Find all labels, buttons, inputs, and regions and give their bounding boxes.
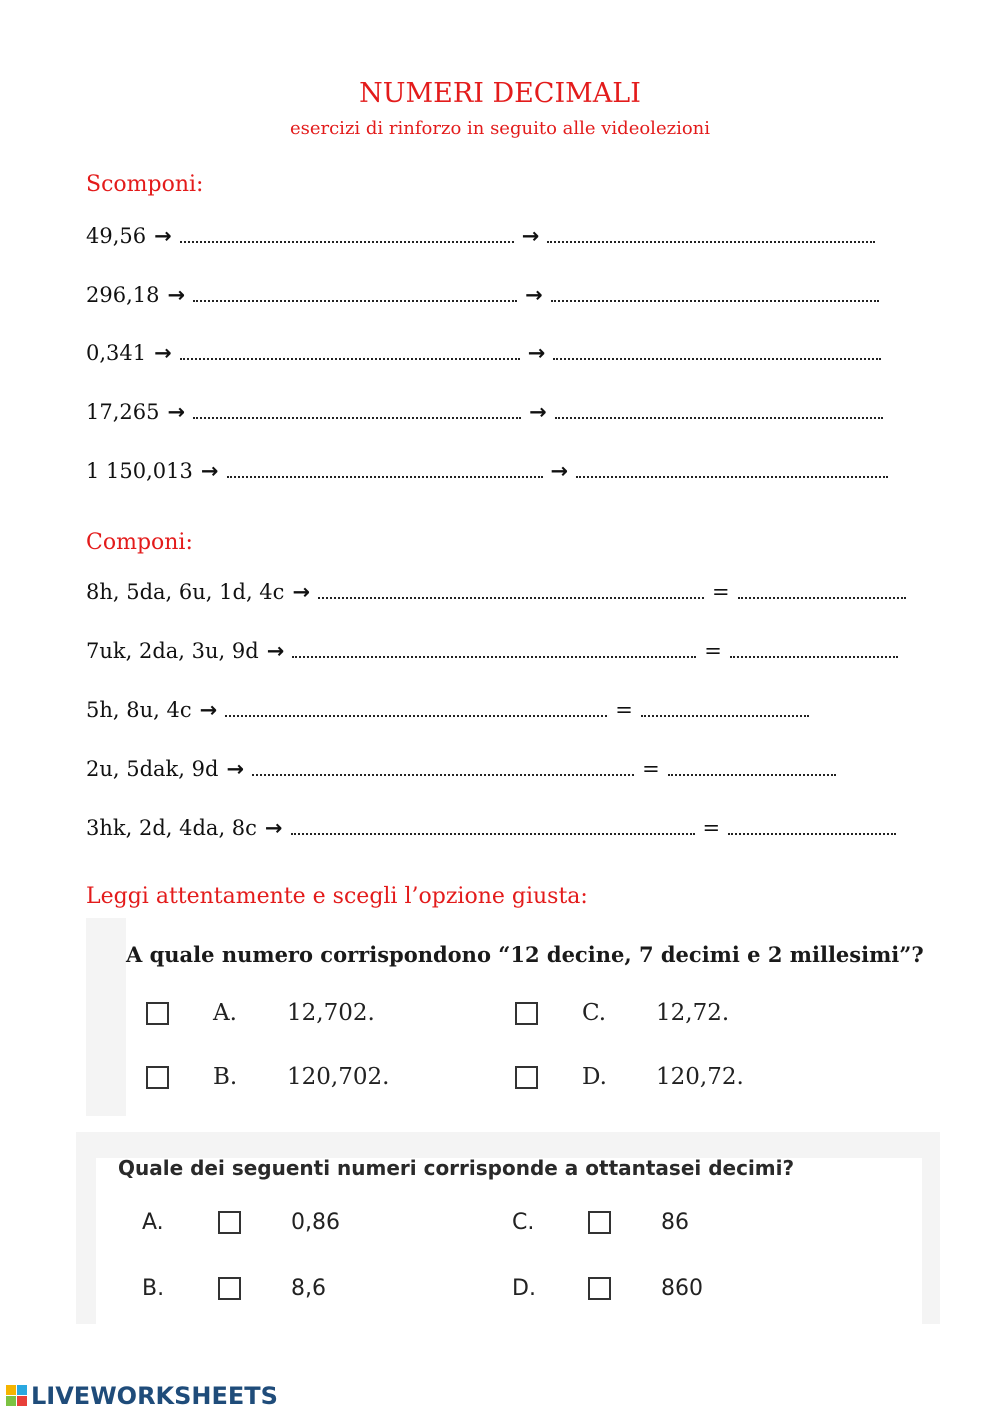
option-b[interactable] — [146, 1064, 389, 1090]
arrow-icon: → — [167, 400, 186, 424]
option-value: 0,86 — [291, 1210, 340, 1235]
equals-sign: = — [702, 816, 721, 840]
answer-blank[interactable] — [738, 594, 906, 599]
arrow-icon: → — [264, 816, 283, 840]
scomponi-row — [86, 335, 881, 365]
checkbox[interactable] — [588, 1211, 611, 1234]
componi-units: 7uk, 2da, 3u, 9d — [86, 639, 259, 663]
option-letter: D. — [582, 1064, 607, 1090]
answer-blank[interactable] — [547, 238, 875, 243]
page-title: NUMERI DECIMALI — [359, 78, 641, 109]
option-letter: B. — [213, 1064, 238, 1090]
option-letter: B. — [142, 1276, 165, 1301]
question-1-text: A quale numero corrispondono “12 decine, 7 decimi e 2 millesimi”? — [126, 942, 924, 967]
answer-blank[interactable] — [668, 771, 836, 776]
equals-sign: = — [642, 757, 660, 781]
option-value: 120,72. — [656, 1064, 744, 1090]
option-c[interactable] — [515, 1000, 729, 1026]
scomponi-number: 17,265 — [86, 400, 160, 424]
answer-blank[interactable] — [730, 653, 898, 658]
scegli-heading: Leggi attentamente e scegli l’opzione giusta: — [86, 884, 588, 909]
option-letter: C. — [582, 1000, 607, 1026]
liveworksheets-logo-icon — [6, 1385, 28, 1407]
question-card-1 — [86, 918, 924, 1116]
arrow-icon: → — [199, 698, 218, 722]
answer-blank[interactable] — [318, 594, 704, 599]
arrow-icon: → — [292, 580, 311, 604]
question-card-2 — [76, 1132, 940, 1324]
answer-blank[interactable] — [180, 355, 520, 360]
scomponi-number: 0,341 — [86, 341, 147, 365]
checkbox[interactable] — [588, 1277, 611, 1300]
answer-blank[interactable] — [193, 414, 521, 419]
answer-blank[interactable] — [225, 712, 607, 717]
option-value: 8,6 — [291, 1276, 326, 1301]
option-letter: C. — [512, 1210, 535, 1235]
answer-blank[interactable] — [193, 297, 517, 302]
componi-row — [86, 692, 809, 722]
arrow-icon: → — [550, 459, 569, 483]
answer-blank[interactable] — [551, 297, 879, 302]
arrow-icon: → — [154, 341, 172, 365]
option-d[interactable] — [512, 1276, 703, 1301]
arrow-icon: → — [525, 283, 543, 307]
checkbox[interactable] — [146, 1066, 169, 1089]
scomponi-number: 49,56 — [86, 224, 147, 248]
componi-units: 3hk, 2d, 4da, 8c — [86, 816, 257, 840]
arrow-icon: → — [167, 283, 186, 307]
liveworksheets-brand[interactable] — [6, 1382, 278, 1410]
checkbox[interactable] — [515, 1002, 538, 1025]
scomponi-number: 1 150,013 — [86, 459, 193, 483]
answer-blank[interactable] — [576, 473, 888, 478]
scomponi-row — [86, 453, 888, 483]
brand-name: LIVEWORKSHEETS — [31, 1382, 278, 1410]
option-letter: D. — [512, 1276, 536, 1301]
option-value: 12,72. — [656, 1000, 730, 1026]
option-value: 86 — [661, 1210, 689, 1235]
answer-blank[interactable] — [180, 238, 514, 243]
answer-blank[interactable] — [553, 355, 881, 360]
checkbox[interactable] — [218, 1211, 241, 1234]
answer-blank[interactable] — [292, 653, 696, 658]
scomponi-row — [86, 394, 883, 424]
option-c[interactable] — [512, 1210, 689, 1235]
option-d[interactable] — [515, 1064, 744, 1090]
componi-row — [86, 810, 896, 840]
componi-row — [86, 574, 906, 604]
arrow-icon: → — [529, 400, 547, 424]
answer-blank[interactable] — [555, 414, 883, 419]
componi-units: 2u, 5dak, 9d — [86, 757, 219, 781]
arrow-icon: → — [521, 224, 540, 248]
option-a[interactable] — [142, 1210, 340, 1235]
answer-blank[interactable] — [641, 712, 809, 717]
option-letter: A. — [142, 1210, 164, 1235]
componi-row — [86, 751, 836, 781]
equals-sign: = — [712, 580, 730, 604]
option-letter: A. — [213, 1000, 237, 1026]
componi-units: 8h, 5da, 6u, 1d, 4c — [86, 580, 285, 604]
checkbox[interactable] — [515, 1066, 538, 1089]
componi-row — [86, 633, 898, 663]
page-subtitle: esercizi di rinforzo in seguito alle videolezioni — [289, 118, 711, 139]
componi-heading: Componi: — [86, 530, 193, 555]
arrow-icon: → — [200, 459, 219, 483]
scomponi-heading: Scomponi: — [86, 172, 204, 197]
option-a[interactable] — [146, 1000, 375, 1026]
option-value: 12,702. — [287, 1000, 375, 1026]
arrow-icon: → — [266, 639, 285, 663]
equals-sign: = — [704, 639, 722, 663]
checkbox[interactable] — [218, 1277, 241, 1300]
checkbox[interactable] — [146, 1002, 169, 1025]
equals-sign: = — [615, 698, 633, 722]
answer-blank[interactable] — [291, 830, 695, 835]
answer-blank[interactable] — [728, 830, 896, 835]
scomponi-row — [86, 218, 875, 248]
question-2-text: Quale dei seguenti numeri corrisponde a ottantasei decimi? — [118, 1156, 795, 1180]
arrow-icon: → — [154, 224, 172, 248]
answer-blank[interactable] — [227, 473, 543, 478]
scomponi-row — [86, 277, 879, 307]
option-value: 860 — [661, 1276, 703, 1301]
arrow-icon: → — [527, 341, 546, 365]
componi-units: 5h, 8u, 4c — [86, 698, 192, 722]
arrow-icon: → — [226, 757, 245, 781]
option-value: 120,702. — [287, 1064, 390, 1090]
answer-blank[interactable] — [252, 771, 634, 776]
option-b[interactable] — [142, 1276, 326, 1301]
scomponi-number: 296,18 — [86, 283, 160, 307]
